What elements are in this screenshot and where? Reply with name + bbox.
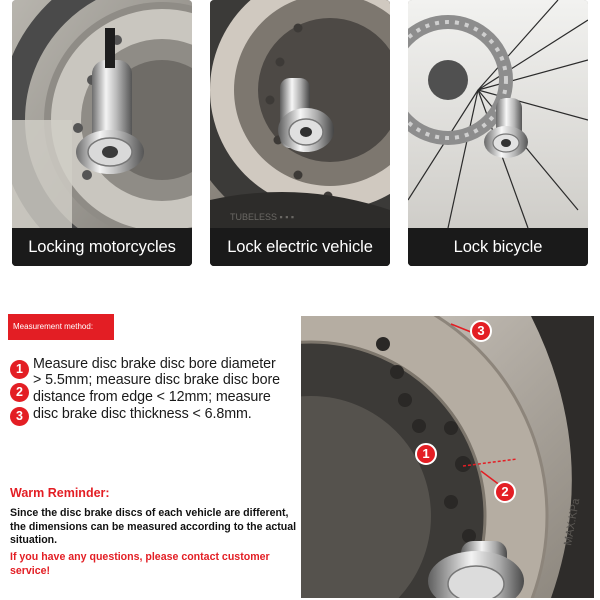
step-text-line: > 5.5mm; measure disc brake disc bore — [33, 372, 280, 388]
contact-line: service! — [10, 564, 51, 577]
step-number-badge: 3 — [10, 407, 29, 426]
panel-caption: Locking motorcycles — [12, 228, 192, 266]
callout-marker: 3 — [470, 320, 492, 342]
step-number-badge: 2 — [10, 383, 29, 402]
contact-service-note — [10, 551, 302, 578]
bicycle-lock-photo-panel — [408, 0, 588, 266]
step-text-line: disc brake disc thickness < 6.8mm. — [33, 406, 252, 422]
svg-text:TUBELESS ▪ ▪ ▪: TUBELESS ▪ ▪ ▪ — [230, 212, 295, 222]
step-text-line: Measure disc brake disc bore diameter — [33, 356, 276, 372]
brake-disc-measurement-photo — [301, 316, 594, 598]
warm-reminder-body — [10, 507, 302, 548]
reminder-line: situation. — [10, 534, 58, 547]
motorcycle-lock-photo — [12, 0, 192, 266]
tire-text: MAX.KPa — [562, 497, 583, 547]
electric-vehicle-lock-photo — [210, 0, 390, 266]
reminder-line: the dimensions can be measured according to the actual — [10, 520, 297, 533]
callout-marker: 2 — [494, 481, 516, 503]
contact-line: If you have any questions, please contact customer — [10, 551, 270, 563]
bicycle-lock-photo — [408, 0, 588, 266]
motorcycle-lock-photo-panel — [12, 0, 192, 266]
panel-caption: Lock electric vehicle — [210, 228, 390, 266]
measurement-method-tag: Measurement method: — [8, 314, 114, 340]
brake-disc-illustration — [301, 316, 594, 598]
reminder-line: Since the disc brake discs of each vehicle are different, — [10, 507, 289, 519]
step-number-badge: 1 — [10, 360, 29, 379]
electric-vehicle-lock-photo-panel — [210, 0, 390, 266]
step-text-line: distance from edge < 12mm; measure — [33, 389, 271, 405]
warm-reminder-title: Warm Reminder: — [10, 486, 110, 500]
callout-marker: 1 — [415, 443, 437, 465]
panel-caption: Lock bicycle — [408, 228, 588, 266]
